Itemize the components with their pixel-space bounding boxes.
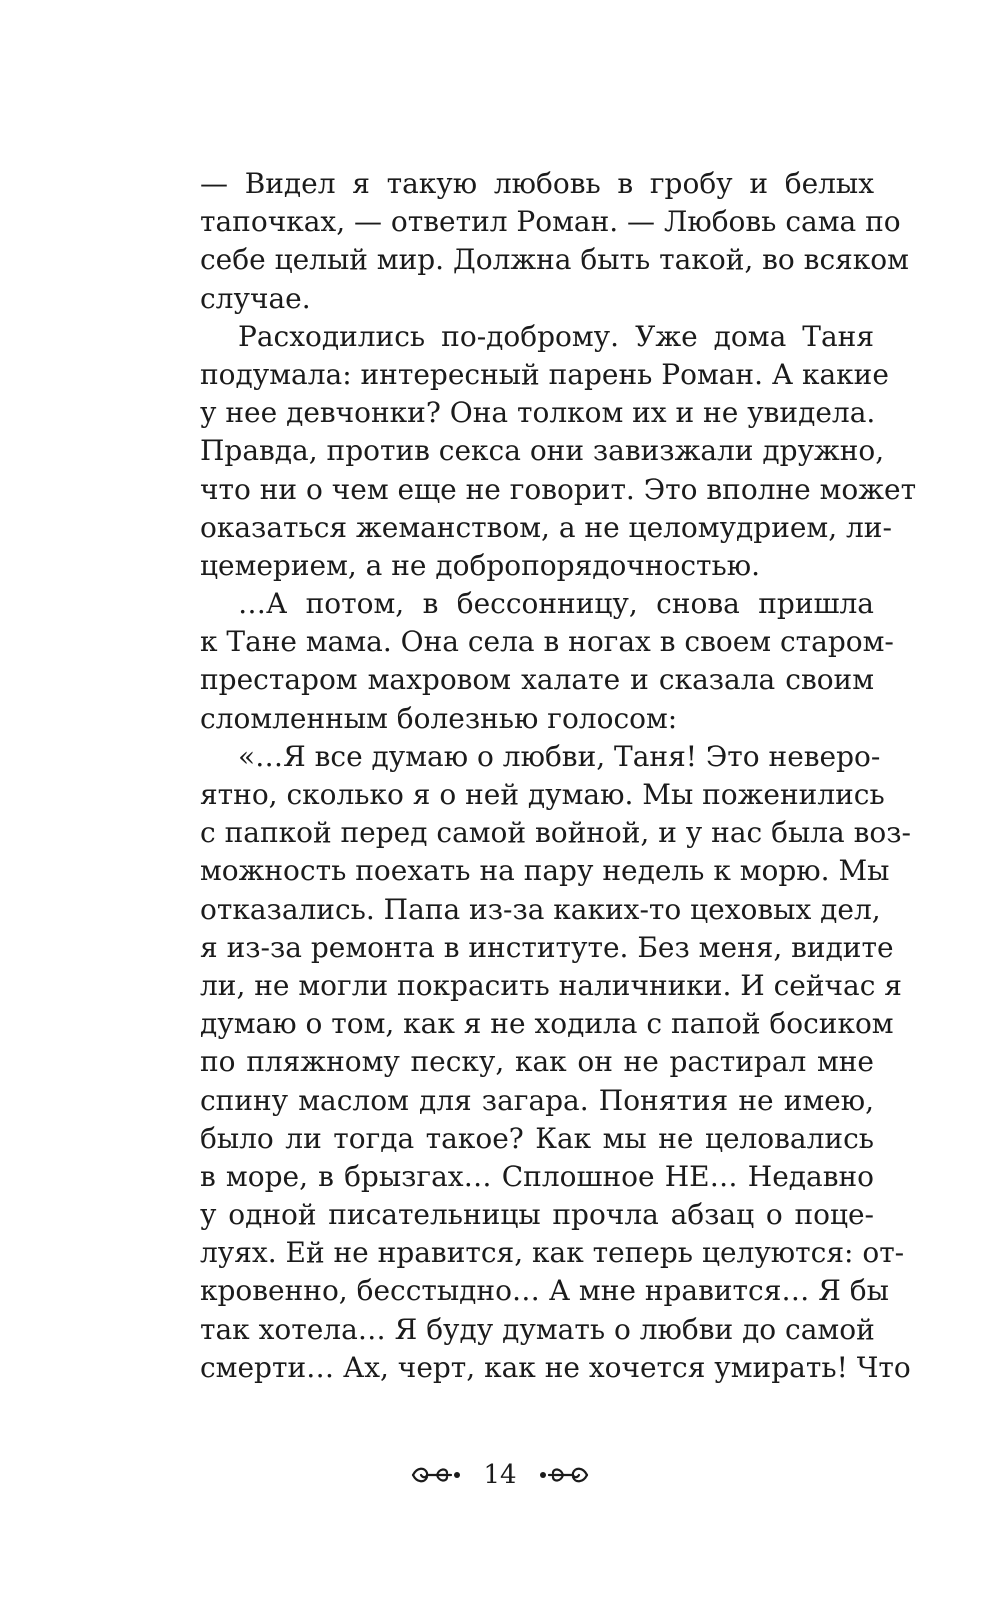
text-line: отказались. Папа из-за каких-то цеховых дел,: [200, 892, 881, 926]
text-line: сломленным болезнью голосом:: [200, 701, 678, 735]
text-line: к Тане мама. Она села в ногах в своем старом-: [200, 625, 894, 659]
text-line: ли, не могли покрасить наличники. И сейчас я: [200, 968, 902, 1002]
text-line: у нее девчонки? Она толком их и не увидела.: [200, 396, 876, 430]
text-line: с папкой перед самой войной, и у нас была воз-: [200, 816, 911, 850]
text-line: престаром махровом халате и сказала своим: [200, 663, 874, 697]
text-line: я из-за ремонта в институте. Без меня, видите: [200, 930, 894, 964]
page-body-text: [200, 165, 917, 1387]
text-line: луях. Ей не нравится, как теперь целуются: от-: [200, 1236, 905, 1270]
text-line: в море, в брызгах… Сплошное НЕ… Недавно: [200, 1159, 874, 1193]
text-line: что ни о чем еще не говорит. Это вполне может: [200, 472, 917, 506]
text-line: кровенно, бесстыдно… А мне нравится… Я бы: [200, 1274, 889, 1308]
text-line: спину маслом для загара. Понятия не имею,: [200, 1083, 874, 1117]
text-line: думаю о том, как я не ходила с папой босиком: [200, 1007, 894, 1041]
text-line: Расходились по-доброму. Уже дома Таня: [238, 319, 874, 353]
text-line: по пляжному песку, как он не растирал мне: [200, 1045, 874, 1079]
page-footer: [0, 1455, 1000, 1495]
text-line: себе целый мир. Должна быть такой, во всяком: [200, 243, 909, 277]
text-line: смерти… Ах, черт, как не хочется умирать! Что: [200, 1350, 911, 1384]
text-line: случае.: [200, 281, 311, 315]
text-line: так хотела… Я буду думать о любви до самой: [200, 1312, 875, 1346]
text-line: у одной писательницы прочла абзац о поце-: [200, 1198, 874, 1232]
text-line: было ли тогда такое? Как мы не целовались: [200, 1121, 874, 1155]
right-ornament-icon: [533, 1462, 593, 1488]
left-ornament-icon: [407, 1462, 467, 1488]
text-line: подумала: интересный парень Роман. А какие: [200, 357, 889, 391]
text-line: «…Я все думаю о любви, Таня! Это неверо-: [238, 739, 881, 773]
text-line: тапочках, — ответил Роман. — Любовь сама по: [200, 205, 901, 239]
text-line: можность поехать на пару недель к морю. Мы: [200, 854, 890, 888]
text-line: …А потом, в бессонницу, снова пришла: [238, 587, 874, 621]
text-line: Правда, против секса они завизжали дружно,: [200, 434, 885, 468]
text-line: ятно, сколько я о ней думаю. Мы поженились: [200, 778, 885, 811]
text-line: оказаться жеманством, а не целомудрием, ли-: [200, 510, 892, 544]
text-line: — Видел я такую любовь в гробу и белых: [200, 167, 874, 200]
text-line: цемерием, а не добропорядочностью.: [200, 548, 761, 582]
page-number: 14: [483, 1460, 517, 1490]
